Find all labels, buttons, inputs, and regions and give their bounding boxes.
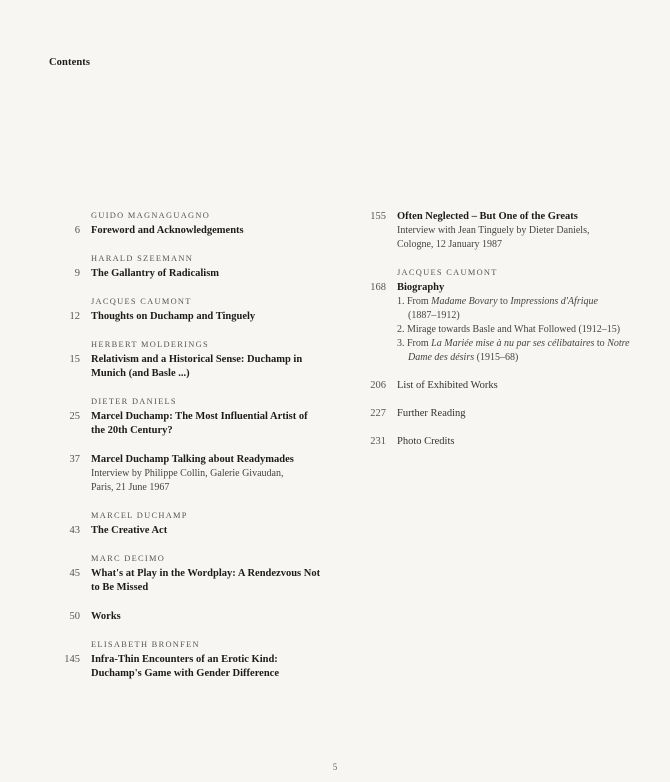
entry-title-line: Duchamp's Game with Gender Difference — [91, 668, 280, 679]
item-italic: La Mariée mise à nu par ses célibataires — [431, 338, 595, 349]
entry-title[interactable] — [91, 653, 346, 681]
entry-title-line: to Be Missed — [91, 582, 149, 593]
item-italic: Madame Bovary — [431, 296, 498, 307]
entry-page-number: 45 — [69, 568, 80, 579]
toc-entry — [56, 396, 346, 438]
entry-title-line: Relativism and a Historical Sense: Duchamp in — [91, 354, 303, 365]
entry-subtitle — [397, 224, 662, 252]
toc-entry — [56, 253, 346, 281]
contents-right-column — [362, 210, 662, 449]
entry-author: HARALD SZEEMANN — [91, 254, 194, 263]
biography-item[interactable] — [397, 337, 662, 365]
item-text: 3. From — [397, 338, 432, 349]
entry-page-number: 155 — [370, 211, 386, 222]
entry-row — [69, 410, 346, 438]
toc-entry — [362, 407, 662, 421]
entry-row — [69, 610, 346, 624]
entry-page-number: 12 — [69, 311, 80, 322]
item-italic: Notre — [607, 338, 630, 349]
toc-entry — [56, 296, 346, 324]
entry-row — [74, 267, 346, 281]
contents-left-column — [56, 210, 346, 681]
entry-title[interactable] — [91, 353, 346, 381]
toc-entry — [362, 379, 662, 393]
entry-author: GUIDO MAGNAGUAGNO — [91, 211, 211, 220]
item-years: (1887–1912) — [408, 310, 460, 321]
entry-row — [370, 379, 662, 393]
entry-row — [370, 210, 662, 252]
entry-title[interactable]: The Creative Act — [91, 525, 168, 536]
item-italic: Impressions d'Afrique — [510, 296, 598, 307]
entry-title[interactable]: The Gallantry of Radicalism — [91, 268, 220, 279]
entry-row — [74, 224, 346, 238]
entry-title[interactable]: Often Neglected – But One of the Greats — [397, 211, 578, 222]
entry-row — [69, 453, 346, 495]
entry-title-line: What's at Play in the Wordplay: A Rendezvous Not — [91, 568, 321, 579]
item-text: to — [594, 338, 608, 349]
toc-entry — [56, 453, 346, 495]
entry-author: ELISABETH BRONFEN — [91, 640, 200, 649]
entry-title-line: Munich (and Basle ...) — [91, 368, 190, 379]
entry-author: HERBERT MOLDERINGS — [91, 340, 209, 349]
entry-title[interactable]: Marcel Duchamp Talking about Readymades — [91, 454, 294, 465]
item-text: to — [497, 296, 511, 307]
entry-title-line: the 20th Century? — [91, 425, 173, 436]
entry-page-number: 206 — [370, 380, 386, 391]
entry-page-number: 168 — [370, 282, 386, 293]
page-heading: Contents — [49, 57, 91, 68]
entry-subtitle-line: Interview with Jean Tinguely by Dieter Daniels, — [397, 225, 590, 236]
entry-row — [370, 407, 662, 421]
entry-author: JACQUES CAUMONT — [397, 268, 498, 277]
entry-row — [370, 435, 662, 449]
entry-page-number: 6 — [74, 225, 80, 236]
entry-title-line: Marcel Duchamp: The Most Influential Artist of — [91, 411, 308, 422]
entry-title[interactable]: Biography — [397, 282, 445, 293]
entry-title[interactable]: Works — [91, 611, 121, 622]
toc-entry — [56, 639, 346, 681]
item-continuation — [397, 351, 662, 365]
entry-page-number: 43 — [69, 525, 80, 536]
entry-author: MARC DECIMO — [91, 554, 166, 563]
toc-entry — [362, 267, 662, 365]
entry-page-number: 25 — [69, 411, 80, 422]
item-italic: Dame des désirs — [408, 352, 475, 363]
entry-page-number: 50 — [69, 611, 80, 622]
entry-subtitle-line: Interview by Philippe Collin, Galerie Givaudan, — [91, 468, 284, 479]
entry-author: JACQUES CAUMONT — [91, 297, 192, 306]
item-years: (1915–68) — [474, 352, 519, 363]
entry-title[interactable]: Thoughts on Duchamp and Tinguely — [91, 311, 256, 322]
biography-item[interactable] — [397, 295, 662, 323]
entry-subtitle — [91, 467, 346, 495]
entry-title[interactable]: List of Exhibited Works — [397, 380, 498, 391]
entry-row — [64, 653, 346, 681]
entry-page-number: 227 — [370, 408, 386, 419]
entry-subtitle-line: Paris, 21 June 1967 — [91, 482, 170, 493]
entry-row — [69, 567, 346, 595]
entry-title[interactable]: Photo Credits — [397, 436, 455, 447]
entry-row — [69, 310, 346, 324]
biography-item[interactable]: 2. Mirage towards Basle and What Followed (1912–15) — [397, 324, 621, 335]
page-folio: 5 — [332, 762, 338, 772]
entry-row — [370, 281, 662, 365]
entry-author: MARCEL DUCHAMP — [91, 511, 188, 520]
entry-row — [69, 524, 346, 538]
entry-title[interactable]: Foreword and Acknowledgements — [91, 225, 244, 236]
entry-title[interactable]: Further Reading — [397, 408, 466, 419]
toc-entry — [362, 435, 662, 449]
toc-entry — [56, 553, 346, 595]
item-text: 1. From — [397, 296, 432, 307]
toc-entry — [56, 610, 346, 624]
toc-entry — [56, 210, 346, 238]
toc-entry — [56, 510, 346, 538]
toc-entry — [362, 210, 662, 252]
entry-row — [69, 353, 346, 381]
entry-title[interactable] — [91, 410, 346, 438]
entry-page-number: 145 — [64, 654, 80, 665]
entry-page-number: 15 — [69, 354, 80, 365]
entry-title[interactable] — [91, 567, 346, 595]
entry-page-number: 231 — [370, 436, 386, 447]
entry-page-number: 9 — [74, 268, 80, 279]
toc-entry — [56, 339, 346, 381]
entry-subtitle-line: Cologne, 12 January 1987 — [397, 239, 502, 250]
entry-author: DIETER DANIELS — [91, 397, 177, 406]
entry-title-line: Infra-Thin Encounters of an Erotic Kind: — [91, 654, 278, 665]
entry-page-number: 37 — [69, 454, 80, 465]
